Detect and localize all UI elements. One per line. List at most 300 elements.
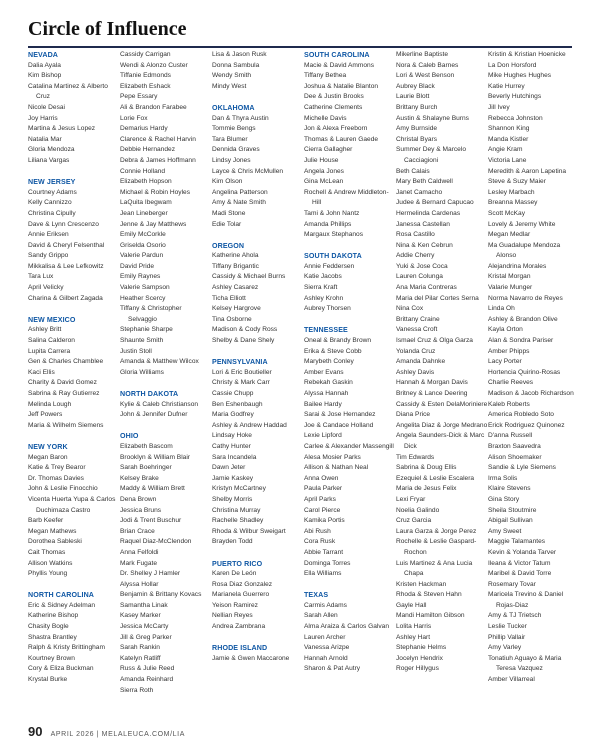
member-name: Demarius Hardy bbox=[120, 125, 168, 133]
member-name: Kim Olson bbox=[212, 178, 243, 186]
member-name: Dr. Thomas Davies bbox=[28, 474, 84, 482]
member-name: Dalia Ayala bbox=[28, 61, 61, 69]
member-name: Alan & Sondra Pariser bbox=[488, 337, 554, 345]
member-name: Wendi & Alonzo Custer bbox=[120, 61, 188, 69]
member-name: Phyllis Young bbox=[28, 570, 68, 578]
member-name: Mike Hughes Hughes bbox=[488, 72, 552, 80]
member-name: Jamie & Gwen Maccarone bbox=[212, 654, 290, 662]
state-section bbox=[304, 590, 396, 675]
state-heading: NEW JERSEY bbox=[28, 178, 76, 187]
member-name: Katie Hurrey bbox=[488, 82, 525, 90]
member-name: Kim Bishop bbox=[28, 72, 62, 80]
member-name: Jenne & Jay Matthews bbox=[120, 220, 187, 228]
member-name: Ileana & Victor Tatum bbox=[488, 559, 551, 567]
member-name: Stephanie Sharpe bbox=[120, 326, 173, 334]
state-heading: NEW YORK bbox=[28, 442, 68, 451]
member-name: Justin Stoll bbox=[120, 347, 152, 355]
member-name: Courtney Adams bbox=[28, 188, 77, 196]
member-name: Kristin & Kristian Hoenicke bbox=[488, 51, 566, 58]
state-section bbox=[120, 431, 212, 696]
member-name: Katherine Bishop bbox=[28, 612, 79, 620]
member-name: Vanessa Croft bbox=[396, 326, 438, 334]
member-name: Nina & Ken Cebrun bbox=[396, 241, 453, 249]
member-name: Alyssa Hannah bbox=[304, 390, 349, 397]
member-name: Amber Phipps bbox=[488, 347, 530, 355]
member-name: Brittany Craine bbox=[396, 315, 440, 323]
member-name: Cierra Gallagher bbox=[304, 146, 353, 154]
member-name: Ashley Davis bbox=[396, 368, 435, 376]
member-name: Lori & Eric Boutieller bbox=[212, 368, 272, 376]
member-name: Kourtney Brown bbox=[28, 654, 75, 662]
member-name: Cassidy Carrigan bbox=[120, 51, 171, 58]
member-name: Carmis Adams bbox=[304, 601, 347, 609]
state-heading: OKLAHOMA bbox=[212, 103, 255, 112]
member-name: Alma Araiza & Carlos Galvan bbox=[304, 623, 390, 631]
member-name: Katelyn Ratliff bbox=[120, 654, 161, 662]
member-name: Kelsey Hargrove bbox=[212, 305, 261, 313]
member-name: Marianela Guerrero bbox=[212, 591, 270, 599]
member-name: Gloria Williams bbox=[120, 368, 164, 376]
member-name: Cassidy & Esten DelaMoriniere bbox=[396, 400, 488, 408]
member-name: Amy & Nate Smith bbox=[212, 199, 266, 207]
member-name: Lindsy Jones bbox=[212, 156, 251, 164]
member-name: Mikerline Baptiste bbox=[396, 51, 449, 58]
member-name: Ezequiel & Leslie Escalera bbox=[396, 474, 475, 482]
member-name: Elizabeth Eshack bbox=[120, 82, 171, 90]
member-name: Jean Lineberger bbox=[120, 209, 168, 217]
member-name: Maria Godfrey bbox=[212, 411, 254, 419]
member-name: Salina Calderon bbox=[28, 337, 75, 345]
member-name: Megan Mathews bbox=[28, 527, 77, 535]
member-name: Dee & Justin Brooks bbox=[304, 93, 364, 101]
state-heading: TENNESSEE bbox=[304, 326, 348, 335]
member-name: Macie & David Ammons bbox=[304, 61, 374, 69]
member-name: Mary Beth Caldwell bbox=[396, 178, 453, 186]
member-name: Allison Watkins bbox=[28, 559, 73, 567]
member-name: Russ & Julie Reed bbox=[120, 665, 175, 673]
member-name: Shannon King bbox=[488, 125, 530, 133]
member-name: Charity & David Gomez bbox=[28, 379, 97, 387]
member-name: David Pride bbox=[120, 262, 155, 270]
member-name: Manda Kistler bbox=[488, 135, 529, 143]
member-name: Dena Brown bbox=[120, 495, 157, 503]
member-name: Rosemary Tovar bbox=[488, 580, 536, 588]
member-name: April Velicky bbox=[28, 284, 64, 292]
member-name: Anna Felfoldi bbox=[120, 548, 159, 556]
member-name: Rhoda & Wilbur Sweigart bbox=[212, 527, 286, 535]
member-name: Cora Rusk bbox=[304, 538, 336, 546]
member-name: Jill & Greg Parker bbox=[120, 633, 172, 641]
member-name: Christina Cipully bbox=[28, 209, 76, 217]
member-name: Dennida Graves bbox=[212, 146, 260, 154]
state-heading: NEVADA bbox=[28, 51, 59, 59]
member-name: America Robledo Soto bbox=[488, 411, 554, 419]
member-name: Amy Varley bbox=[488, 644, 522, 652]
state-heading: OREGON bbox=[212, 241, 245, 250]
member-name: Amanda Dahnke bbox=[396, 358, 446, 366]
member-name: Erika & Steve Cobb bbox=[304, 347, 362, 355]
member-name: Rebecca Johnston bbox=[488, 114, 543, 122]
member-name: Gina Story bbox=[488, 495, 520, 503]
member-name: Kayla Orton bbox=[488, 326, 523, 334]
member-name: Ashley Britt bbox=[28, 326, 62, 334]
member-name: Debbie Hernandez bbox=[120, 146, 175, 154]
member-name: Kristen Hackman bbox=[396, 580, 447, 588]
member-name: April Parks bbox=[304, 495, 336, 503]
column-2 bbox=[120, 50, 212, 696]
member-name: Kevin & Yolanda Tarver bbox=[488, 548, 557, 556]
member-name: Lesley Marbach bbox=[488, 188, 535, 196]
member-name: Jessica Bruns bbox=[120, 506, 162, 514]
member-name: Sarah Allen bbox=[304, 612, 338, 620]
state-heading: PUERTO RICO bbox=[212, 559, 263, 568]
member-name: John & Leslie Finocchio bbox=[28, 485, 98, 493]
member-name: Eric & Sidney Adelman bbox=[28, 601, 96, 609]
member-name: La Don Horsford bbox=[488, 61, 537, 69]
member-name: Jodi & Trent Buschur bbox=[120, 517, 182, 525]
member-name: Vanessa Arizpe bbox=[304, 644, 350, 652]
member-name: Emily McCorkle bbox=[120, 231, 166, 239]
member-name: Rachelle Shadley bbox=[212, 517, 264, 525]
member-name: Julie House bbox=[304, 156, 339, 164]
state-section bbox=[28, 50, 120, 167]
member-name: Amy & TJ Trietsch bbox=[488, 612, 542, 620]
member-name: Amy Sweet bbox=[488, 527, 522, 535]
member-name: Heather Scercy bbox=[120, 294, 166, 302]
member-name: Lauren Archer bbox=[304, 633, 346, 641]
member-name: Raquel Diaz-McClendon bbox=[120, 538, 192, 546]
member-name: Dr. Shelley J Hamler bbox=[120, 570, 181, 578]
member-name: Melinda Lough bbox=[28, 400, 72, 408]
member-name: Lorie Fox bbox=[120, 114, 148, 122]
member-name: Kristyn McCartney bbox=[212, 485, 266, 493]
member-name: Lolita Harris bbox=[396, 623, 432, 631]
member-name: Edie Tolar bbox=[212, 220, 242, 228]
member-name: Anna Owen bbox=[304, 474, 339, 482]
state-heading: SOUTH DAKOTA bbox=[304, 252, 362, 261]
member-name: Kamika Portis bbox=[304, 517, 345, 525]
member-name: Rosa Diaz Gonzalez bbox=[212, 580, 273, 588]
state-section bbox=[304, 325, 396, 579]
column-5 bbox=[396, 50, 488, 696]
member-name: Lori & West Benson bbox=[396, 72, 455, 80]
member-name: Maribel & David Torre bbox=[488, 570, 552, 578]
member-name: Jill Ivey bbox=[488, 103, 510, 111]
member-name: Annie Feddersen bbox=[304, 262, 355, 270]
member-name: Kylie & Caleb Christianson bbox=[120, 400, 199, 408]
member-name: Sarah Rankin bbox=[120, 644, 160, 652]
member-name: Paula Parker bbox=[304, 485, 343, 493]
member-name: D'anna Russell bbox=[488, 432, 533, 440]
member-name: Shelby Morris bbox=[212, 495, 253, 503]
member-name: Tara Blumer bbox=[212, 135, 248, 143]
member-name: Madison & Jacob Richardson bbox=[488, 390, 574, 397]
member-name: Maria del Pilar Cortes Serna bbox=[396, 294, 479, 302]
member-name: Klaire Stevens bbox=[488, 485, 531, 493]
member-name: Jessica McCarty bbox=[120, 623, 169, 631]
member-name: Hannah Arnold bbox=[304, 654, 348, 662]
member-name: Thomas & Lauren Gaede bbox=[304, 135, 379, 143]
member-name: Amber Evans bbox=[304, 368, 344, 376]
member-name: Layce & Chris McMullen bbox=[212, 167, 284, 175]
member-name: Carlee & Alexander Massengill bbox=[304, 442, 394, 450]
member-name: Gina McLean bbox=[304, 178, 344, 186]
member-name: Charina & Gilbert Zagada bbox=[28, 294, 103, 302]
state-section bbox=[304, 50, 396, 241]
member-name: Cassie Chupp bbox=[212, 390, 254, 397]
member-name: Barb Keefer bbox=[28, 517, 64, 525]
member-name: Shelby & Dane Shely bbox=[212, 337, 275, 345]
member-name: Michelle Davis bbox=[304, 114, 347, 122]
member-name: Donna Sambula bbox=[212, 61, 260, 69]
member-name: Jon & Alexa Freeborn bbox=[304, 125, 368, 133]
member-name: Luis Martinez & Ana Lucia Chapa bbox=[396, 559, 473, 578]
member-name: Ben Eshenbaugh bbox=[212, 400, 263, 408]
member-name: Margaux Stephanos bbox=[304, 231, 364, 239]
member-name: Carol Pierce bbox=[304, 506, 341, 514]
state-section bbox=[304, 251, 396, 315]
member-name: Charlie Reeves bbox=[488, 379, 534, 387]
member-name: Christal Byars bbox=[396, 135, 438, 143]
member-name: Cathy Hunter bbox=[212, 442, 251, 450]
member-name: Ella Williams bbox=[304, 570, 342, 578]
member-name: Catalina Martinez & Alberto Cruz bbox=[28, 82, 108, 101]
member-name: Stephanie Helms bbox=[396, 644, 447, 652]
member-name: Amanda Phillips bbox=[304, 220, 352, 228]
footer-text: APRIL 2026 | MELALEUCA.COM/LIA bbox=[50, 731, 185, 738]
member-name: Elizabeth Bascom bbox=[120, 442, 173, 450]
member-name: Liliana Vargas bbox=[28, 156, 70, 164]
member-name: Linda Oh bbox=[488, 305, 515, 313]
member-name: Shastra Brantley bbox=[28, 633, 77, 641]
member-name: Meredith & Aaron Lapetina bbox=[488, 167, 567, 175]
member-name: Abi Rush bbox=[304, 527, 331, 535]
member-name: Scott McKay bbox=[488, 209, 526, 217]
member-name: Angela Jones bbox=[304, 167, 344, 175]
member-name: Sara Incandela bbox=[212, 453, 257, 461]
member-name: Sierra Kraft bbox=[304, 284, 338, 292]
member-name: Alyssa Hollar bbox=[120, 580, 159, 588]
member-name: Phillip Vallair bbox=[488, 633, 526, 641]
member-name: Braxton Saavedra bbox=[488, 442, 541, 450]
member-name: Allison & Nathan Neal bbox=[304, 464, 369, 472]
state-heading: PENNSYLVANIA bbox=[212, 358, 268, 367]
member-name: Ana Maria Contreras bbox=[396, 284, 457, 292]
member-name: Cruz Garcia bbox=[396, 517, 432, 525]
member-name: Diana Price bbox=[396, 411, 431, 419]
member-name: Cait Thomas bbox=[28, 548, 66, 556]
state-section bbox=[212, 559, 304, 633]
member-name: Amanda Reinhard bbox=[120, 676, 174, 684]
member-name: Catherine Clements bbox=[304, 103, 363, 111]
member-name: Maria de Jesus Felix bbox=[396, 485, 457, 493]
member-name: Sarai & Jose Hernandez bbox=[304, 411, 376, 419]
member-name: Lexi Fryar bbox=[396, 495, 426, 503]
member-name: Yeison Ramirez bbox=[212, 601, 258, 609]
member-name: Ashley Casarez bbox=[212, 284, 259, 292]
member-name: Lovely & Jeremy White bbox=[488, 220, 556, 228]
member-name: Yuki & Jose Coca bbox=[396, 262, 448, 270]
member-name: Kaci Ellis bbox=[28, 368, 55, 376]
member-name: Christina Murray bbox=[212, 506, 261, 514]
state-section bbox=[212, 241, 304, 347]
member-name: Brittany Burch bbox=[396, 103, 438, 111]
member-name: Nora & Caleb Barnes bbox=[396, 61, 459, 69]
member-name: Rochell & Andrew Middleton-Hill bbox=[304, 188, 389, 207]
member-name: Maddy & William Brett bbox=[120, 485, 185, 493]
member-name: Christy & Mark Carr bbox=[212, 379, 270, 387]
member-name: Valarie Munger bbox=[488, 284, 533, 292]
member-name: Bailee Hardy bbox=[304, 400, 342, 408]
member-name: Roger Hillygus bbox=[396, 665, 439, 673]
member-name: Yolanda Cruz bbox=[396, 347, 436, 355]
member-name: Rebekah Gaskin bbox=[304, 379, 353, 387]
member-name: Andrea Zambrana bbox=[212, 623, 266, 631]
member-name: Maricela Trevino & Daniel Rojas-Diaz bbox=[488, 591, 564, 609]
member-name: Sandie & Lyle Siemens bbox=[488, 464, 556, 472]
member-name: Tonatiuh Aguayo & Maria Teresa Vazquez bbox=[488, 654, 562, 673]
member-name: Griselda Osorio bbox=[120, 241, 166, 249]
member-name: Austin & Shalayne Burns bbox=[396, 114, 469, 122]
member-name: Martina & Jesus Lopez bbox=[28, 125, 96, 133]
member-name: Annie Eriksen bbox=[28, 231, 69, 239]
member-name: Madi Stone bbox=[212, 209, 246, 217]
member-name: Wendy Smith bbox=[212, 72, 252, 80]
member-name: Beverly Hutchings bbox=[488, 93, 542, 101]
member-name: Marybeth Conley bbox=[304, 358, 354, 366]
member-name: Jocelyn Hendrix bbox=[396, 654, 443, 662]
member-name: Aubrey Black bbox=[396, 82, 435, 90]
member-name: Sabrina & Doug Ellis bbox=[396, 464, 457, 472]
member-name: Mikkalisa & Lee Lefkowitz bbox=[28, 262, 104, 270]
member-name: Ali & Brandon Farabee bbox=[120, 103, 187, 111]
member-name: Angela Saunders-Dick & Marc Dick bbox=[396, 432, 485, 450]
column-6 bbox=[488, 50, 580, 696]
member-name: Amanda & Matthew Wilcox bbox=[120, 358, 199, 366]
member-name: Addie Cherry bbox=[396, 252, 435, 260]
member-name: Dawn Jeter bbox=[212, 464, 246, 472]
member-name: Megan Medlar bbox=[488, 231, 531, 239]
member-name: Valerie Sampson bbox=[120, 284, 170, 292]
member-name: Rosa Castillo bbox=[396, 231, 435, 239]
member-name: Gayle Hall bbox=[396, 601, 427, 609]
member-name: Tami & John Nantz bbox=[304, 209, 360, 217]
page-title: Circle of Influence bbox=[28, 18, 187, 40]
member-name: Krystal Burke bbox=[28, 676, 68, 684]
member-name: Kelly Cannizzo bbox=[28, 199, 72, 207]
member-name: Oneal & Brandy Brown bbox=[304, 337, 372, 345]
member-name: Tara Lux bbox=[28, 273, 54, 281]
member-name: Shaunte Smith bbox=[120, 337, 164, 345]
state-section bbox=[488, 50, 580, 686]
member-name: Jeff Powers bbox=[28, 411, 63, 419]
member-name: Emily Raynes bbox=[120, 273, 161, 281]
member-name: Pepe Essary bbox=[120, 93, 158, 101]
member-name: Gloria Mendoza bbox=[28, 146, 75, 154]
member-name: Maria & Wilhelm Siemens bbox=[28, 421, 104, 429]
member-name: Hannah & Morgan Davis bbox=[396, 379, 468, 387]
member-name: Hortencia Quirino-Rosas bbox=[488, 368, 561, 376]
state-section bbox=[120, 389, 212, 421]
member-name: Laura Garza & Jorge Perez bbox=[396, 527, 477, 535]
member-name: Nellian Reyes bbox=[212, 612, 253, 620]
member-name: Erick Rodriguez Quinonez bbox=[488, 421, 565, 429]
member-name: Cory & Eliza Buckman bbox=[28, 665, 94, 673]
member-name: Nina Cox bbox=[396, 305, 424, 313]
member-name: Dorothea Sableski bbox=[28, 538, 82, 546]
member-name: Brian Crace bbox=[120, 527, 155, 535]
member-name: Megan Baron bbox=[28, 453, 68, 461]
member-name: Joe & Candace Holland bbox=[304, 421, 374, 429]
member-name: Jamie Kaskey bbox=[212, 474, 254, 482]
member-name: Sandy Grippo bbox=[28, 252, 69, 260]
column-4 bbox=[304, 50, 396, 696]
member-name: Tim Edwards bbox=[396, 453, 435, 461]
member-name: Cassidy & Michael Burns bbox=[212, 273, 286, 281]
member-name: Lacy Porter bbox=[488, 358, 522, 366]
member-name: Tiffany Brigantic bbox=[212, 262, 259, 270]
member-name: Noelia Galindo bbox=[396, 506, 440, 514]
member-name: Dominga Torres bbox=[304, 559, 351, 567]
state-section bbox=[28, 590, 120, 685]
member-name: Tiffanie Edmonds bbox=[120, 72, 171, 80]
member-name: Steve & Suzy Maier bbox=[488, 178, 546, 186]
member-name: Kelsey Brake bbox=[120, 474, 159, 482]
member-name: Hermelinda Cardenas bbox=[396, 209, 461, 217]
member-name: Benjamin & Brittany Kovacs bbox=[120, 591, 202, 599]
member-name: Ismael Cruz & Olga Garza bbox=[396, 337, 473, 345]
state-heading: RHODE ISLAND bbox=[212, 644, 268, 653]
member-name: Abigail Sullivan bbox=[488, 517, 533, 525]
member-name: Sarah Boehringer bbox=[120, 464, 172, 472]
member-name: Joshua & Natalie Blanton bbox=[304, 82, 379, 90]
member-name: Breanna Massey bbox=[488, 199, 538, 207]
state-heading: NEW MEXICO bbox=[28, 315, 76, 324]
member-name: Tina Osborne bbox=[212, 315, 252, 323]
member-name: Victoria Lane bbox=[488, 156, 527, 164]
member-name: Katherine Ahola bbox=[212, 252, 259, 260]
member-name: Ticha Elliott bbox=[212, 294, 246, 302]
member-name: Katie & Trey Bearor bbox=[28, 464, 86, 472]
member-name: Aubrey Thorsen bbox=[304, 305, 351, 313]
member-name: Beth Calais bbox=[396, 167, 430, 175]
member-name: Elizabeth Hopson bbox=[120, 178, 172, 186]
member-name: Dave & Lynn Crescenzo bbox=[28, 220, 99, 228]
state-heading: NORTH CAROLINA bbox=[28, 591, 95, 600]
member-name: Lindsay Hoke bbox=[212, 432, 252, 440]
state-heading: OHIO bbox=[120, 432, 139, 441]
member-name: Tiffany & Christopher Selvaggio bbox=[120, 305, 182, 323]
member-name: Laurie Blott bbox=[396, 93, 430, 101]
member-name: Angelita Diaz & Jorge Medrano bbox=[396, 421, 488, 429]
member-name: Sabrina & Ray Gutierrez bbox=[28, 390, 100, 397]
member-name: Britney & Lance Deering bbox=[396, 390, 468, 397]
member-name: Amy Burnside bbox=[396, 125, 438, 133]
member-name: Lupita Carrera bbox=[28, 347, 71, 355]
member-name: Angelina Patterson bbox=[212, 188, 268, 196]
state-section bbox=[120, 50, 212, 378]
member-name: Summer Dey & Marcelo Cacciagioni bbox=[396, 146, 466, 164]
title-rule bbox=[28, 46, 572, 48]
member-name: Tommie Bengs bbox=[212, 125, 256, 133]
member-name: Mark Fugate bbox=[120, 559, 158, 567]
state-section bbox=[212, 50, 304, 92]
member-name: Chasity Bogle bbox=[28, 623, 69, 631]
member-name: Kaleb Roberts bbox=[488, 400, 530, 408]
member-name: Janet Camacho bbox=[396, 188, 443, 196]
state-section bbox=[212, 357, 304, 548]
member-name: Ashley & Andrew Haddad bbox=[212, 421, 287, 429]
